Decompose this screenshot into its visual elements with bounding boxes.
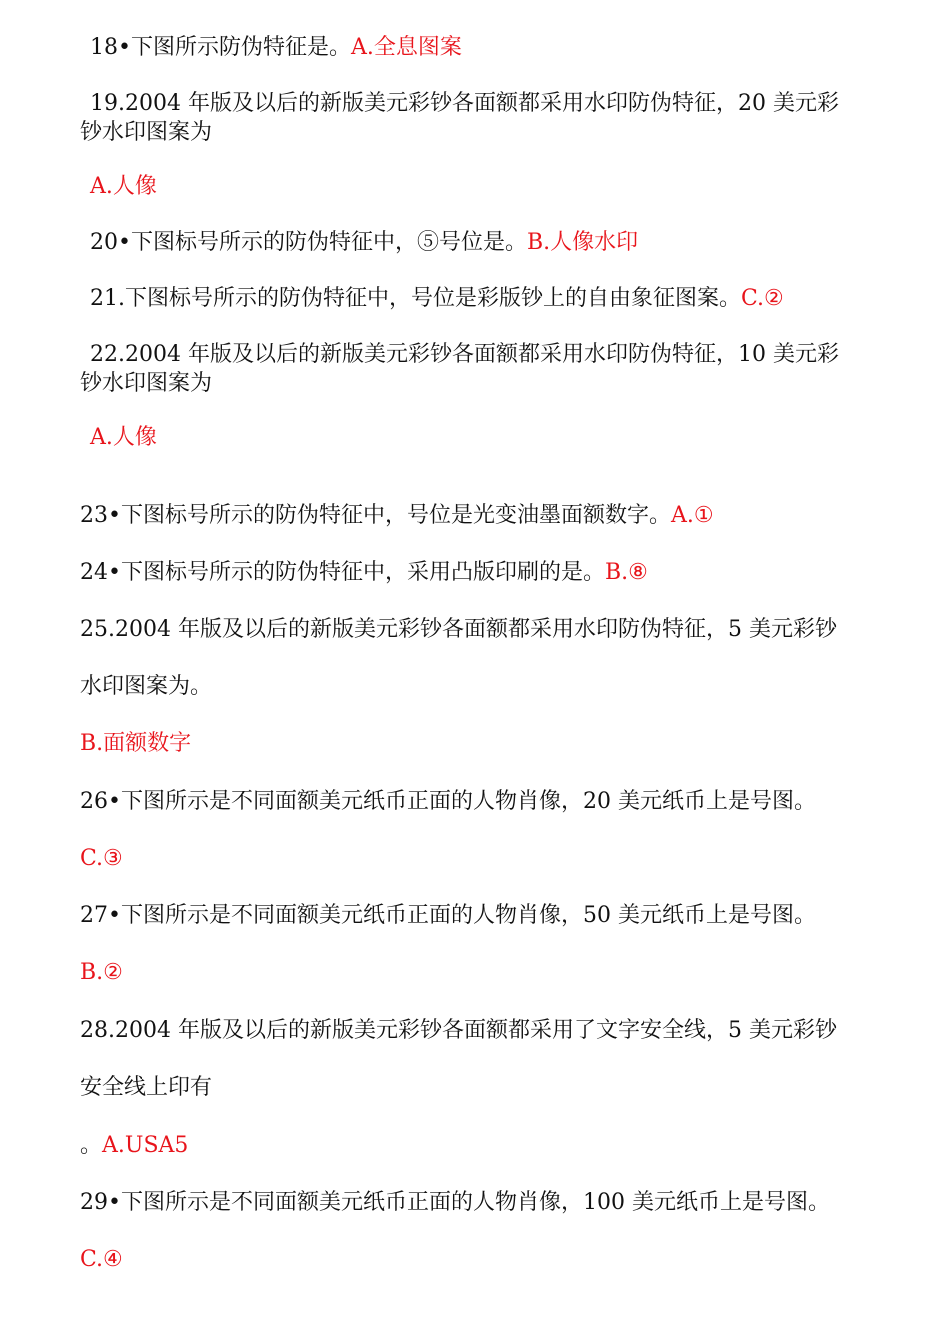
question-18 <box>90 34 462 62</box>
answer-25: B.面额数字 <box>80 731 192 756</box>
question-28-line-1: 28.2004 年版及以后的新版美元彩钞各面额都采用了文字安全线，5 美元彩钞 <box>80 1018 837 1043</box>
answer-text: A.① <box>670 503 714 528</box>
question-25-line-1: 25.2004 年版及以后的新版美元彩钞各面额都采用水印防伪特征，5 美元彩钞 <box>80 617 837 642</box>
question-19-line-2: 钞水印图案为 <box>80 120 213 145</box>
answer-29: C.④ <box>80 1247 123 1272</box>
question-27: 27•下图所示是不同面额美元纸币正面的人物肖像，50 美元纸币上是号图。 <box>80 903 816 928</box>
question-23 <box>80 502 714 530</box>
answer-28 <box>80 1132 188 1160</box>
question-26: 26•下图所示是不同面额美元纸币正面的人物肖像，20 美元纸币上是号图。 <box>80 789 816 814</box>
question-20 <box>90 229 638 257</box>
question-text: 20•下图标号所示的防伪特征中，⑤号位是。 <box>90 230 527 255</box>
answer-text: A.全息图案 <box>350 35 462 60</box>
question-28-line-2: 安全线上印有 <box>80 1075 213 1100</box>
answer-text: B.⑧ <box>604 560 648 585</box>
answer-text: A.USA5 <box>102 1133 189 1158</box>
question-19-line-1: 19.2004 年版及以后的新版美元彩钞各面额都采用水印防伪特征，20 美元彩 <box>90 91 839 116</box>
answer-19: A.人像 <box>90 174 157 199</box>
question-text: 24•下图标号所示的防伪特征中，采用凸版印刷的是。 <box>80 560 605 585</box>
question-text: 18•下图所示防伪特征是。 <box>90 35 351 60</box>
answer-27: B.② <box>80 960 123 985</box>
answer-prefix: 。 <box>80 1133 103 1158</box>
question-text: 21.下图标号所示的防伪特征中，号位是彩版钞上的自由象征图案。 <box>90 286 741 311</box>
question-29: 29•下图所示是不同面额美元纸币正面的人物肖像，100 美元纸币上是号图。 <box>80 1190 830 1215</box>
question-25-line-2: 水印图案为。 <box>80 674 213 699</box>
question-22-line-2: 钞水印图案为 <box>80 371 213 396</box>
question-24 <box>80 559 648 587</box>
question-21 <box>90 285 784 313</box>
answer-text: B.人像水印 <box>526 230 639 255</box>
question-text: 23•下图标号所示的防伪特征中，号位是光变油墨面额数字。 <box>80 503 671 528</box>
answer-22: A.人像 <box>90 425 157 450</box>
question-22-line-1: 22.2004 年版及以后的新版美元彩钞各面额都采用水印防伪特征，10 美元彩 <box>90 342 839 367</box>
answer-text: C.② <box>741 286 784 311</box>
answer-26: C.③ <box>80 846 123 871</box>
